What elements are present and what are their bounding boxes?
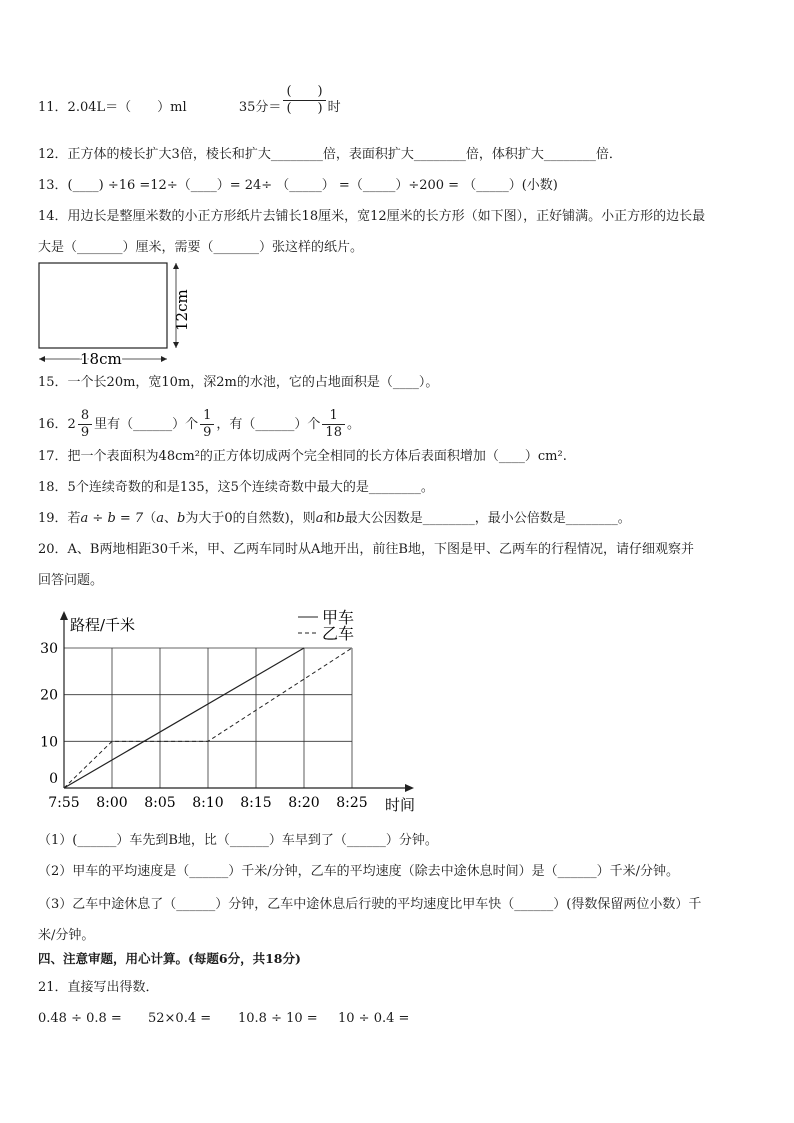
- rectangle-figure: [34, 258, 194, 370]
- question-16: [38, 408, 360, 441]
- y-tick-label: 30: [40, 641, 58, 657]
- question-17: 17．把一个表面积为48cm²的正方体切成两个完全相同的长方体后表面积增加（____）cm².: [38, 449, 567, 464]
- travel-chart: [30, 605, 430, 820]
- x-tick-label: 8:10: [192, 795, 224, 811]
- question-21-items: [38, 1010, 409, 1028]
- question-14-line-2: 大是（_______）厘米，需要（_______）张这样的纸片。: [38, 240, 364, 255]
- question-19: 19．若a ÷ b = 7（a、b为大于0的自然数)，则a和b最大公因数是________，最小公倍数是________。: [38, 511, 631, 526]
- q11-fraction-den: ( ): [286, 101, 323, 116]
- question-20-sub-1: （1）(______）车先到B地，比（______）车早到了（______）分钟。: [38, 833, 438, 848]
- q16-fraction-1: $\frac{1}{9}$: [200, 408, 214, 441]
- calc-item: 10.8 ÷ 10 =: [238, 1011, 318, 1026]
- question-20-line-1: 20．A、B两地相距30千米，甲、乙两车同时从A地开出，前往B地，下图是甲、乙两车的行程情况，请仔细观察并: [38, 542, 694, 557]
- question-21-title: 21．直接写出得数．: [38, 980, 159, 995]
- question-14-line-1: 14．用边长是整厘米数的小正方形纸片去铺长18厘米，宽12厘米的长方形（如下图），正好铺满。小正方形的边长最: [38, 209, 706, 224]
- q16-mid-1: 里有（______）个: [94, 417, 199, 432]
- y-axis-label: 路程/千米: [70, 616, 136, 634]
- rectangle-height-label: 12cm: [173, 289, 191, 331]
- rectangle-shape: [39, 263, 167, 348]
- y-axis-arrow: [60, 611, 68, 620]
- question-20-line-2: 回答问题。: [38, 573, 104, 588]
- q19-expression: a ÷ b = 7: [80, 511, 144, 526]
- legend-label-1: 甲车: [322, 608, 355, 627]
- series-line-1: [64, 648, 304, 788]
- q16-mixed-fraction: $\frac{8}{9}$: [78, 408, 92, 441]
- x-tick-label: 8:00: [96, 795, 128, 811]
- question-12: 12．正方体的棱长扩大3倍，棱长和扩大________倍，表面积扩大________倍，体积扩大________倍．: [38, 147, 622, 162]
- question-20-sub-2: （2）甲车的平均速度是（______）千米/分钟，乙车的平均速度（除去中途休息时间）是（______）千米/分钟。: [38, 864, 680, 879]
- q11-unit: 时: [327, 100, 341, 115]
- x-tick-label: 8:05: [144, 795, 176, 811]
- x-axis-label: 时间: [385, 796, 416, 814]
- q11-fraction: [283, 84, 325, 117]
- question-20-sub-3-line-2: 米/分钟。: [38, 928, 95, 943]
- x-tick-label: 7:55: [48, 795, 80, 811]
- x-tick-label: 8:15: [240, 795, 272, 811]
- legend-label-2: 乙车: [322, 624, 355, 643]
- q16-fraction-2: $\frac{1}{18}$: [322, 408, 345, 441]
- q16-lead: 16．2: [38, 417, 76, 432]
- y-tick-label: 10: [40, 734, 58, 751]
- calc-item: 52×0.4 =: [148, 1011, 212, 1026]
- q11-text-b: 35分＝: [238, 100, 282, 115]
- q16-mid-2: ，有（______）个: [216, 417, 321, 432]
- question-15: 15．一个长20m，宽10m，深2m的水池，它的占地面积是（____）。: [38, 375, 439, 390]
- calc-item: 10 ÷ 0.4 =: [338, 1011, 410, 1026]
- x-tick-label: 8:20: [288, 795, 320, 811]
- rectangle-width-label: 18cm: [80, 350, 122, 368]
- q16-end: 。: [346, 417, 360, 432]
- q11-fraction-num: ( ): [283, 84, 325, 101]
- question-20-sub-3-line-1: （3）乙车中途休息了（______）分钟，乙车中途休息后行驶的平均速度比甲车快（______）(得数保留两位小数）千: [38, 897, 702, 912]
- question-11: [38, 84, 341, 117]
- calc-item: 0.48 ÷ 0.8 =: [38, 1011, 122, 1026]
- question-13: 13．(____) ÷16 =12÷（____）= 24÷ （_____） =（_____）÷200 = （_____）(小数): [38, 178, 558, 193]
- section-4-heading: 四、注意审题，用心计算。(每题6分，共18分): [38, 951, 301, 966]
- x-axis-arrow: [405, 784, 414, 792]
- x-tick-label: 8:25: [336, 795, 368, 811]
- y-tick-label: 0: [49, 771, 58, 787]
- question-18: 18．5个连续奇数的和是135，这5个连续奇数中最大的是________。: [38, 480, 434, 495]
- q11-text-a: 11．2.04L＝（ ）ml: [38, 100, 187, 115]
- y-tick-label: 20: [40, 687, 58, 704]
